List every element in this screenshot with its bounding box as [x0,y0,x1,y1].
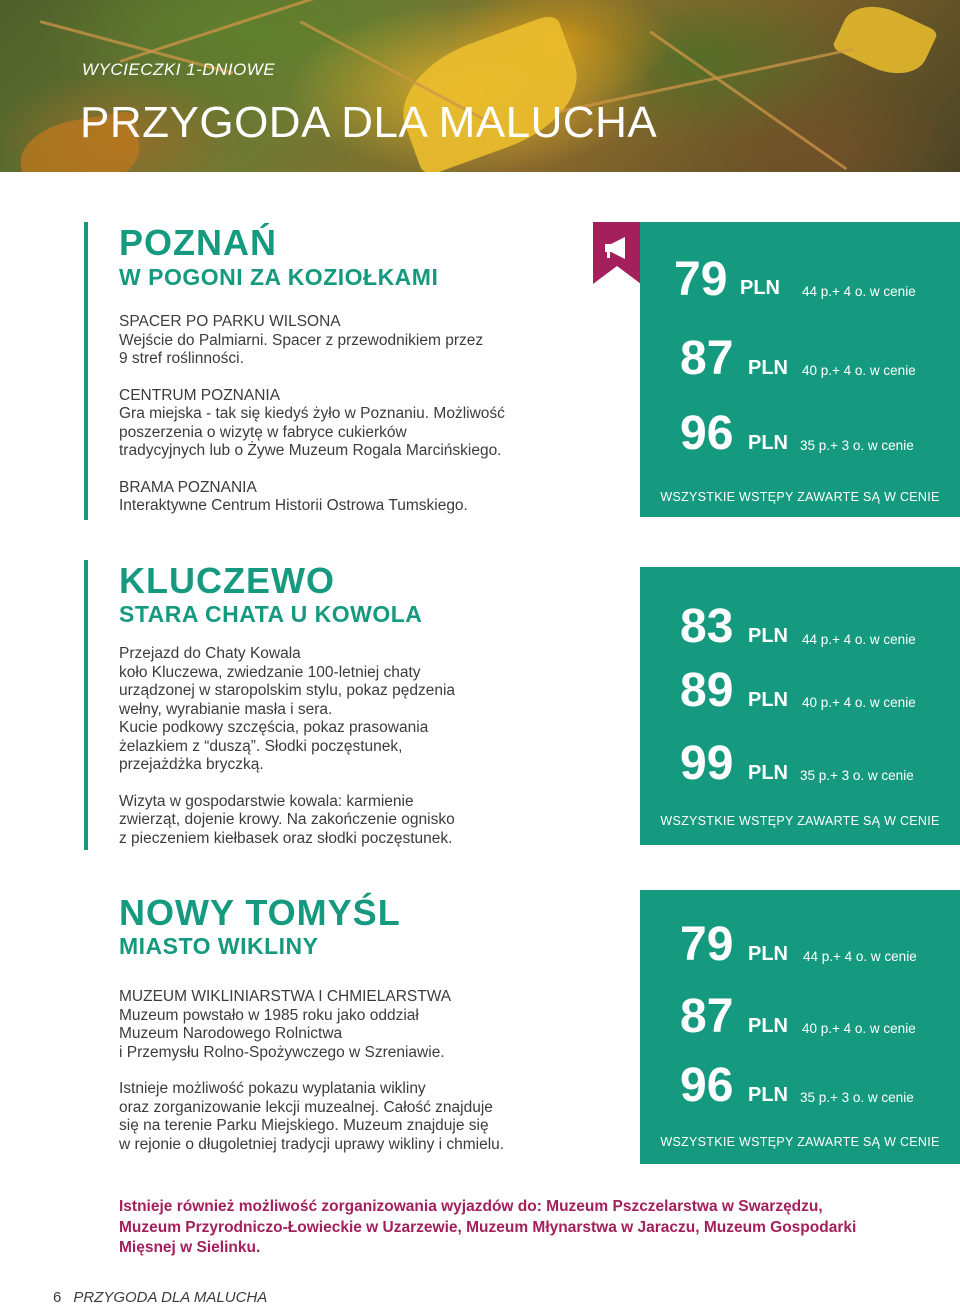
price-row [640,602,960,652]
section-content [119,892,619,1154]
paragraph-heading: MUZEUM WIKLINIARSTWA I CHMIELARSTWA [119,988,452,1005]
price-amount: 99 [680,737,734,790]
section-subtitle: MIASTO WIKLINY [119,933,319,959]
city-heading: KLUCZEWO [119,560,335,601]
accent-rule [84,560,88,850]
paragraph-line: poszerzenia o wizytę w fabryce cukierków [119,423,407,441]
price-currency: PLN [740,277,780,299]
section-kluczewo [84,560,584,850]
price-row [640,334,960,384]
paragraph-line: i Przemysłu Rolno-Spożywczego w Szreniawie. [119,1043,445,1061]
price-condition: 40 p.+ 4 o. w cenie [802,695,916,710]
paragraph-heading: BRAMA POZNANIA [119,478,257,496]
extra-info: Istnieje również możliwość zorganizowania wyjazdów do: Muzeum Pszczelarstwa w Swarzędzu, Muzeum Przyrodniczo-Łowieckie w Uzarzewie, Muzeum Młynarstwa w Jaraczu, Muzeum Gospodarki Mięsnej w Sielinku. [119,1198,857,1256]
paragraph-line: Przejazd do Chaty Kowala [119,645,301,662]
page-number: 6 [53,1289,62,1306]
accent-rule [84,222,88,520]
price-currency: PLN [748,625,788,647]
price-condition: 44 p.+ 4 o. w cenie [803,949,917,964]
paragraph-line: żelazkiem z “duszą”. Słodki poczęstunek, [119,737,403,755]
price-currency: PLN [748,762,788,784]
price-row [640,920,960,970]
price-box [640,222,960,517]
paragraph-line: przejażdżka bryczką. [119,756,264,773]
price-row [640,255,960,305]
section-content [119,560,579,848]
paragraph [119,479,579,516]
paragraph-heading: SPACER PO PARKU WILSONA [119,313,341,330]
price-currency: PLN [748,943,788,965]
page-title: PRZYGODA DLA MALUCHA [80,98,658,147]
price-currency: PLN [748,1084,788,1106]
paragraph-line: Wejście do Palmiarni. Spacer z przewodnikiem przez [119,331,484,349]
paragraph [119,988,619,1062]
paragraph-heading: CENTRUM POZNANIA [119,386,281,404]
paragraph-line: zwierząt, dojenie krowy. Na zakończenie ognisko [119,811,455,828]
price-amount: 79 [680,918,734,971]
price-note: WSZYSTKIE WSTĘPY ZAWARTE SĄ W CENIE [660,814,940,828]
price-box [640,890,960,1164]
price-row [640,666,960,716]
price-currency: PLN [748,357,788,379]
price-row [640,992,960,1042]
paragraph-line: oraz zorganizowanie lekcji muzealnej. Całość znajduje [119,1098,493,1116]
page-footer [53,1289,267,1306]
paragraph [119,1080,619,1154]
section-content [119,222,579,516]
paragraph [119,387,579,461]
paragraph-line: 9 stref roślinności. [119,350,244,367]
price-note: WSZYSTKIE WSTĘPY ZAWARTE SĄ W CENIE [660,490,940,504]
price-condition: 35 p.+ 3 o. w cenie [800,1090,914,1105]
price-box [640,567,960,845]
price-condition: 40 p.+ 4 o. w cenie [802,363,916,378]
category-label: WYCIECZKI 1-DNIOWE [82,60,276,79]
paragraph-line: w rejonie o długoletniej tradycji uprawy wikliny i chmielu. [119,1135,505,1153]
leaf-decoration [832,0,939,86]
price-row [640,1061,960,1111]
section-subtitle: W POGONI ZA KOZIOŁKAMI [119,264,439,290]
header-banner [0,0,960,172]
paragraph-line: Kucie podkowy szczęścia, pokaz prasowania [119,719,429,736]
price-condition: 40 p.+ 4 o. w cenie [802,1021,916,1036]
price-currency: PLN [748,432,788,454]
paragraph-line: koło Kluczewa, zwiedzanie 100-letniej chaty [119,663,421,681]
paragraph-line: Muzeum powstało w 1985 roku jako oddział [119,1006,419,1024]
pine-needle-decoration [649,30,847,170]
section-poznan [84,222,584,520]
paragraph-line: Gra miejska - tak się kiedyś żyło w Poznaniu. Możliwość [119,405,505,422]
price-currency: PLN [748,1015,788,1037]
paragraph-line: urządzonej w staropolskim stylu, pokaz pędzenia [119,682,456,699]
section-subtitle: STARA CHATA U KOWOLA [119,601,423,627]
paragraph-line: Interaktywne Centrum Historii Ostrowa Tumskiego. [119,497,468,514]
paragraph-line: się na terenie Parku Miejskiego. Muzeum znajduje się [119,1117,489,1134]
price-row [640,409,960,459]
price-amount: 96 [680,1059,734,1112]
paragraph-line: Istnieje możliwość pokazu wyplatania wikliny [119,1080,426,1097]
price-amount: 89 [680,664,734,717]
price-note: WSZYSTKIE WSTĘPY ZAWARTE SĄ W CENIE [660,1135,940,1149]
section-nowy-tomysl [84,892,624,1162]
price-amount: 83 [680,600,734,653]
price-condition: 44 p.+ 4 o. w cenie [802,284,916,299]
paragraph-line: z pieczeniem kiełbasek oraz słodki poczęstunek. [119,829,453,847]
paragraph-line: wełny, wyrabianie masła i sera. [119,700,333,718]
paragraph-line: Muzeum Narodowego Rolnictwa [119,1025,343,1042]
leaf-decoration [387,13,594,172]
footer-title: PRZYGODA DLA MALUCHA [73,1289,268,1306]
city-heading: POZNAŃ [119,222,277,263]
price-condition: 44 p.+ 4 o. w cenie [802,632,916,647]
price-amount: 87 [680,990,734,1043]
price-condition: 35 p.+ 3 o. w cenie [800,438,914,453]
city-heading: NOWY TOMYŚL [119,892,401,933]
price-currency: PLN [748,689,788,711]
paragraph-line: tradycyjnych lub o Żywe Muzeum Rogala Marcińskiego. [119,442,502,459]
paragraph [119,313,579,369]
paragraph [119,645,579,775]
price-amount: 87 [680,332,734,385]
price-amount: 79 [674,253,728,306]
promo-ribbon [593,222,641,284]
paragraph [119,793,579,849]
price-condition: 35 p.+ 3 o. w cenie [800,768,914,783]
price-amount: 96 [680,407,734,460]
price-row [640,739,960,789]
paragraph-line: Wizyta w gospodarstwie kowala: karmienie [119,792,414,810]
